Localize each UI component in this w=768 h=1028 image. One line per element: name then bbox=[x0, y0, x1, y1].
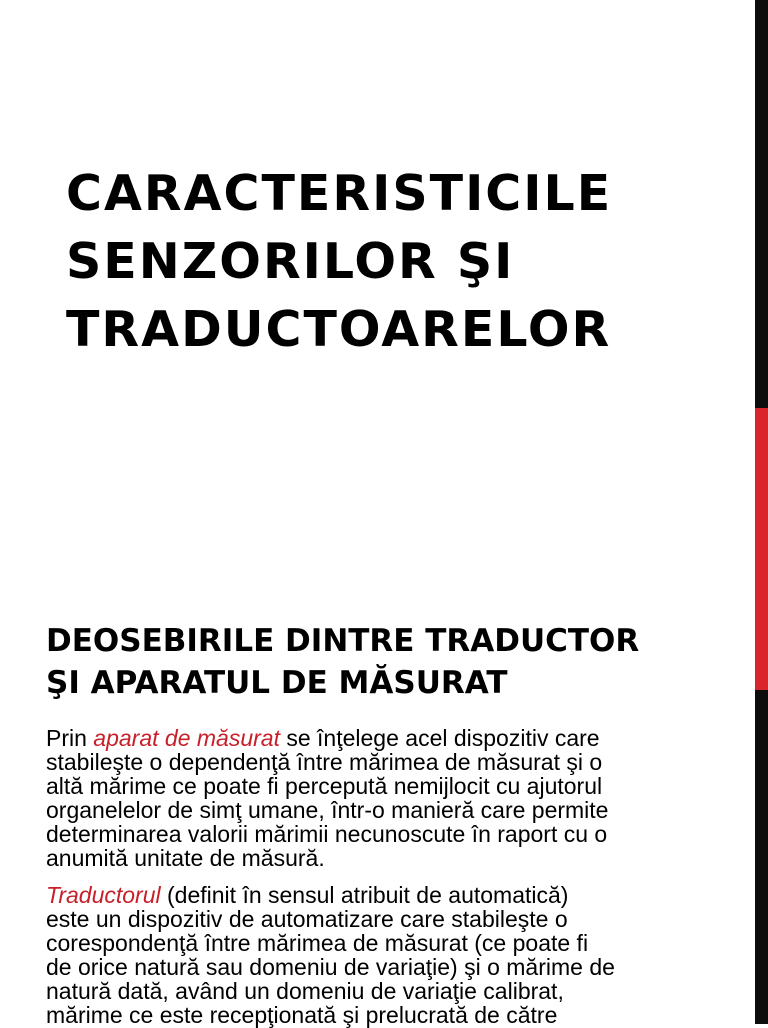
slide-title bbox=[66, 160, 746, 364]
paragraph-line: natură dată, având un domeniu de variaţie calibrat, bbox=[46, 978, 564, 1004]
paragraph-line bbox=[46, 726, 746, 750]
paragraph-line: altă mărime ce poate fi percepută nemijlocit cu ajutorul bbox=[46, 773, 603, 799]
title-line: TRADUCTOARELOR bbox=[66, 301, 612, 358]
paragraph-line: corespondenţă între mărimea de măsurat (ce poate fi bbox=[46, 930, 589, 956]
paragraph-aparat bbox=[46, 726, 746, 870]
paragraph-line: organelelor de simţ umane, într-o manieră care permite bbox=[46, 797, 609, 823]
paragraph-traductor bbox=[46, 883, 746, 1027]
text: Prin bbox=[46, 725, 94, 751]
side-bar-top bbox=[755, 0, 768, 408]
heading-line: ŞI APARATUL DE MĂSURAT bbox=[46, 665, 508, 701]
title-line: CARACTERISTICILE bbox=[66, 165, 613, 222]
title-line: SENZORILOR ŞI bbox=[66, 233, 515, 290]
text: se înţelege acel dispozitiv care bbox=[279, 725, 600, 751]
paragraph-line: de orice natură sau domeniu de variaţie) şi o mărime de bbox=[46, 954, 615, 980]
paragraph-line: este un dispozitiv de automatizare care stabileşte o bbox=[46, 906, 568, 932]
paragraph-line bbox=[46, 883, 746, 907]
section-heading bbox=[46, 620, 746, 704]
highlight-term: aparat de măsurat bbox=[93, 725, 280, 751]
paragraph-line: determinarea valorii mărimii necunoscute în raport cu o bbox=[46, 821, 608, 847]
paragraph-line: mărime ce este recepţionată şi prelucrată de către bbox=[46, 1002, 558, 1028]
side-bar-bottom bbox=[755, 690, 768, 1024]
paragraph-line: anumită unitate de măsură. bbox=[46, 845, 325, 871]
heading-line: DEOSEBIRILE DINTRE TRADUCTOR bbox=[46, 623, 640, 659]
text: (definit în sensul atribuit de automatică) bbox=[160, 882, 569, 908]
highlight-term: Traductorul bbox=[46, 882, 161, 908]
side-bar-accent bbox=[755, 408, 768, 690]
paragraph-line: stabileşte o dependenţă între mărimea de măsurat şi o bbox=[46, 749, 603, 775]
